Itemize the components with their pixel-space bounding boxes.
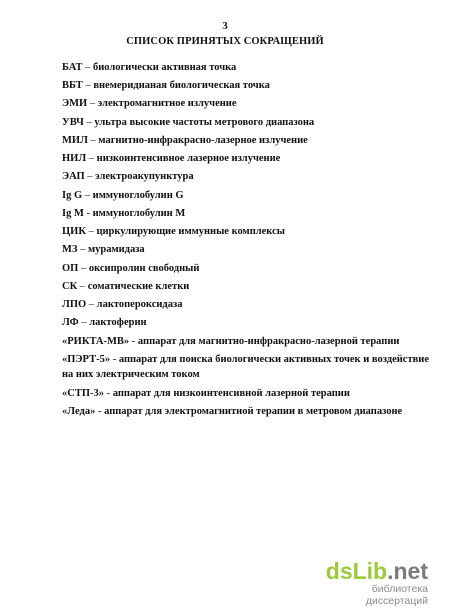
abbreviation-term: ЛПО bbox=[62, 299, 87, 311]
abbreviation-entry bbox=[62, 78, 432, 94]
separator-dash: – bbox=[78, 317, 90, 329]
abbreviation-entry bbox=[62, 169, 432, 185]
separator-dash: - bbox=[83, 207, 93, 219]
abbreviation-definition: электромагнитное излучение bbox=[97, 98, 237, 110]
abbreviation-term: «РИКТА-МВ» bbox=[62, 335, 130, 347]
page-number: 3 bbox=[222, 20, 228, 32]
abbreviation-term: ВБТ bbox=[62, 80, 83, 92]
separator-dash: – bbox=[77, 280, 88, 292]
separator-dash: – bbox=[83, 116, 95, 128]
separator-dash: – bbox=[87, 98, 98, 110]
abbreviation-entry bbox=[62, 386, 432, 402]
abbreviation-entry bbox=[62, 188, 432, 204]
separator-dash: – bbox=[87, 134, 99, 146]
abbreviation-entry bbox=[62, 151, 432, 167]
abbreviation-term: ЦИК bbox=[62, 226, 86, 238]
abbreviation-entry bbox=[62, 261, 432, 277]
abbreviation-term: «Леда» bbox=[62, 405, 96, 417]
page-title: СПИСОК ПРИНЯТЫХ СОКРАЩЕНИЙ bbox=[126, 36, 324, 47]
abbreviation-definition: электроакупунктура bbox=[95, 171, 194, 183]
abbreviation-definition: соматические клетки bbox=[87, 280, 190, 292]
abbreviation-entry bbox=[62, 96, 432, 112]
abbreviation-term: «СТП-3» bbox=[62, 387, 104, 399]
abbreviation-entry bbox=[62, 297, 432, 313]
abbreviation-entry bbox=[62, 315, 432, 331]
separator-dash: - bbox=[129, 335, 138, 347]
watermark-subtitle: библиотека диссертаций bbox=[365, 583, 428, 607]
abbreviation-term: ОП bbox=[62, 262, 79, 274]
abbreviation-definition: лактоферин bbox=[89, 317, 147, 329]
abbreviation-entry bbox=[62, 115, 432, 131]
abbreviation-entry bbox=[62, 352, 432, 383]
abbreviation-term: МЗ bbox=[62, 244, 78, 256]
abbreviation-entry bbox=[62, 206, 432, 222]
abbreviation-term: ЭМИ bbox=[62, 98, 88, 110]
abbreviation-term: Ig G bbox=[62, 189, 83, 201]
abbreviation-definition: низкоинтенсивное лазерное излучение bbox=[96, 153, 281, 165]
abbreviation-definition: аппарат для поиска биологически активных точек и воздействие на них электрическим током bbox=[62, 353, 429, 381]
abbreviation-definition: аппарат для электромагнитной терапии в метровом диапазоне bbox=[104, 405, 403, 417]
separator-dash: – bbox=[82, 80, 94, 92]
abbreviation-term: НИЛ bbox=[62, 153, 87, 165]
separator-dash: – bbox=[86, 299, 97, 311]
separator-dash: – bbox=[82, 62, 93, 73]
abbreviation-entry bbox=[62, 60, 432, 76]
abbreviation-definition: иммуноглобулин M bbox=[92, 207, 186, 219]
abbreviation-entry bbox=[62, 334, 432, 350]
abbreviation-term: Ig M bbox=[62, 207, 84, 219]
abbreviation-entry bbox=[62, 404, 432, 420]
separator-dash: – bbox=[85, 226, 97, 238]
abbreviation-definition: магнитно-инфракрасно-лазерное излучение bbox=[98, 134, 308, 146]
separator-dash: – bbox=[86, 153, 97, 165]
abbreviation-definition: аппарат для низкоинтенсивной лазерной терапии bbox=[112, 387, 350, 399]
abbreviation-entry bbox=[62, 224, 432, 240]
abbreviation-term: ЛФ bbox=[62, 317, 79, 329]
abbreviation-term: БАТ bbox=[62, 62, 83, 73]
abbreviation-definition: лактопероксидаза bbox=[96, 299, 183, 311]
separator-dash: – bbox=[78, 262, 89, 274]
abbreviation-entry bbox=[62, 279, 432, 295]
abbreviation-term: «ПЭРТ-5» bbox=[62, 353, 111, 365]
abbreviation-definition: оксипролин свободный bbox=[88, 262, 200, 274]
separator-dash: - bbox=[110, 353, 119, 365]
abbreviation-term: УВЧ bbox=[62, 116, 84, 128]
logo-part-dslib: dsLib bbox=[325, 558, 388, 584]
separator-dash: – bbox=[77, 244, 88, 256]
separator-dash: - bbox=[104, 387, 113, 399]
abbreviation-definition: биологически активная точка bbox=[92, 62, 237, 73]
abbreviation-definition: мурамидаза bbox=[87, 244, 145, 256]
abbreviation-definition: внемеридианая биологическая точка bbox=[93, 80, 270, 92]
abbreviation-definition: ультра высокие частоты метрового диапазона bbox=[94, 116, 315, 128]
abbreviation-list bbox=[62, 60, 432, 422]
abbreviation-definition: аппарат для магнитно-инфракрасно-лазерной терапии bbox=[137, 335, 400, 347]
abbreviation-definition: циркулирующие иммунные комплексы bbox=[96, 226, 285, 238]
abbreviation-entry bbox=[62, 242, 432, 258]
abbreviation-entry bbox=[62, 133, 432, 149]
dslib-watermark bbox=[308, 559, 428, 607]
abbreviation-term: СК bbox=[62, 280, 78, 292]
separator-dash: – bbox=[82, 189, 93, 201]
logo-part-net: .net bbox=[387, 558, 428, 584]
separator-dash: - bbox=[95, 405, 105, 417]
abbreviation-term: МИЛ bbox=[62, 134, 88, 146]
abbreviation-term: ЭАП bbox=[62, 171, 85, 183]
separator-dash: – bbox=[84, 171, 96, 183]
dslib-logo bbox=[308, 559, 428, 583]
abbreviation-definition: иммуноглобулин G bbox=[92, 189, 184, 201]
